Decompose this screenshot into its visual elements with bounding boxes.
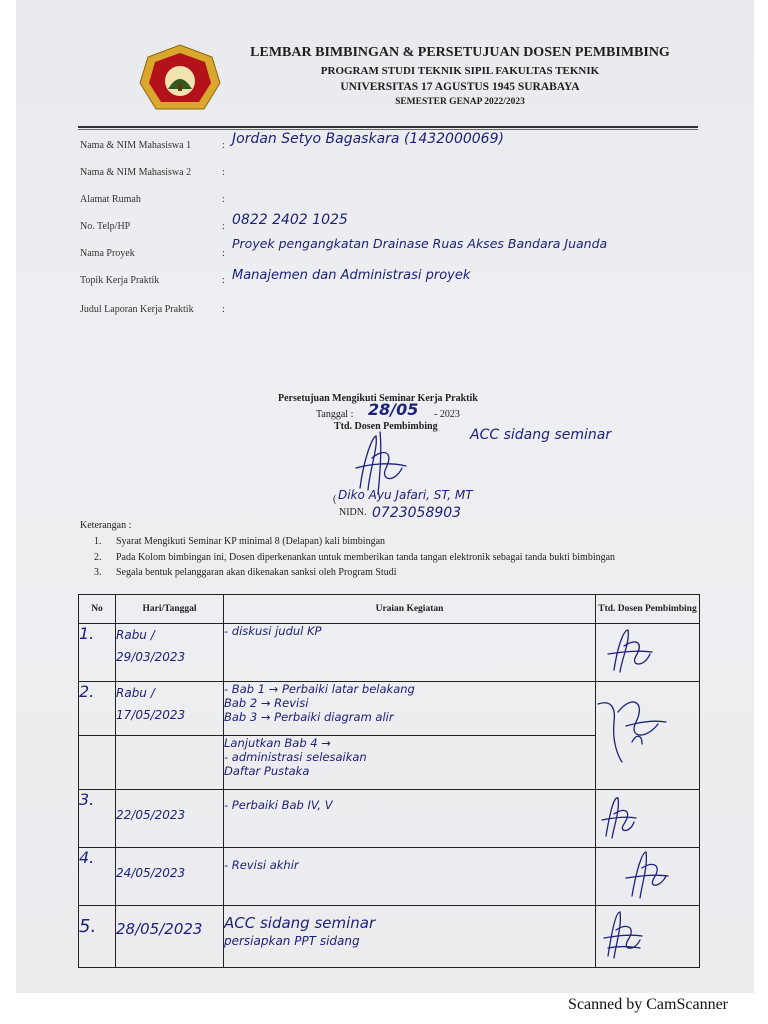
activity-line: - Perbaiki Bab IV, V bbox=[224, 798, 333, 812]
approval-date-label: Tanggal : bbox=[316, 409, 354, 420]
field-label-address: Alamat Rumah bbox=[80, 194, 141, 205]
field-label-report-title: Judul Laporan Kerja Praktik bbox=[80, 304, 194, 315]
field-label-student1: Nama & NIM Mahasiswa 1 bbox=[80, 140, 192, 151]
field-label-phone: No. Telp/HP bbox=[80, 221, 131, 232]
field-colon: : bbox=[222, 275, 225, 286]
row-date bbox=[116, 682, 224, 736]
signature-mark bbox=[596, 682, 696, 782]
note-number: 3. bbox=[94, 567, 102, 578]
table-row bbox=[79, 848, 700, 906]
approval-year: - 2023 bbox=[434, 409, 460, 420]
field-colon: : bbox=[222, 167, 225, 178]
row-date-value: 17/05/2023 bbox=[116, 708, 186, 722]
row-date bbox=[116, 624, 224, 682]
field-value-topic: Manajemen dan Administrasi proyek bbox=[232, 268, 471, 283]
row-date-value: 24/05/2023 bbox=[116, 848, 224, 906]
note-item: Pada Kolom bimbingan ini, Dosen diperkenankan untuk memberikan tanda tangan elektronik sebagai tanda bukti bimbingan bbox=[116, 552, 616, 563]
activity-line: - administrasi selesaikan bbox=[224, 750, 367, 764]
field-label-project: Nama Proyek bbox=[80, 248, 135, 259]
table-row bbox=[79, 682, 700, 736]
nidn-value: 0723058903 bbox=[372, 505, 462, 521]
row-date-value: 22/05/2023 bbox=[116, 790, 224, 848]
activity-line: persiapkan PPT sidang bbox=[224, 934, 360, 948]
field-colon: : bbox=[222, 140, 225, 151]
row-number bbox=[79, 736, 116, 790]
header-divider-thin bbox=[78, 129, 698, 130]
activity-line: Lanjutkan Bab 4 → bbox=[224, 736, 331, 750]
note-item: Syarat Mengikuti Seminar KP minimal 8 (Delapan) kali bimbingan bbox=[116, 536, 386, 547]
row-signature bbox=[596, 624, 700, 682]
field-colon: : bbox=[222, 221, 225, 232]
table-header-row bbox=[79, 595, 700, 624]
activity-line: Bab 2 → Revisi bbox=[224, 696, 309, 710]
lecturer-name-paren: ( bbox=[333, 494, 337, 505]
header-divider bbox=[78, 126, 698, 128]
acc-note: ACC sidang seminar bbox=[470, 427, 612, 443]
header-date: Hari/Tanggal bbox=[116, 595, 224, 624]
row-activity bbox=[224, 624, 596, 682]
header-activity: Uraian Kegiatan bbox=[224, 595, 596, 624]
field-colon: : bbox=[222, 304, 225, 315]
field-value-phone: 0822 2402 1025 bbox=[232, 212, 348, 228]
row-date-value: 29/03/2023 bbox=[116, 650, 186, 664]
note-item: Segala bentuk pelanggaran akan dikenakan sanksi oleh Program Studi bbox=[116, 567, 397, 578]
table-row bbox=[79, 906, 700, 968]
row-date-value: 28/05/2023 bbox=[116, 906, 224, 968]
signature-mark bbox=[596, 848, 696, 900]
row-number: 4. bbox=[79, 848, 116, 906]
signature-mark bbox=[596, 790, 696, 842]
lecturer-name: Diko Ayu Jafari, ST, MT bbox=[338, 488, 473, 502]
row-number: 2. bbox=[79, 682, 116, 736]
row-signature bbox=[596, 790, 700, 848]
field-colon: : bbox=[222, 194, 225, 205]
signature-label: Ttd. Dosen Pembimbing bbox=[334, 421, 438, 432]
table-row bbox=[79, 624, 700, 682]
program-name: PROGRAM STUDI TEKNIK SIPIL FAKULTAS TEKNIK bbox=[320, 65, 600, 77]
activity-line: - Revisi akhir bbox=[224, 858, 299, 872]
field-label-topic: Topik Kerja Praktik bbox=[80, 275, 160, 286]
approval-date-value: 28/05 bbox=[368, 400, 419, 419]
activity-line: Daftar Pustaka bbox=[224, 764, 310, 778]
field-colon: : bbox=[222, 248, 225, 259]
row-date bbox=[116, 736, 224, 790]
activity-line: - Bab 1 → Perbaiki latar belakang bbox=[224, 682, 415, 696]
header-signature: Ttd. Dosen Pembimbing bbox=[596, 595, 700, 624]
signature-mark bbox=[596, 624, 696, 676]
row-activity bbox=[224, 682, 596, 736]
row-activity bbox=[224, 848, 596, 906]
note-number: 2. bbox=[94, 552, 102, 563]
row-signature bbox=[596, 682, 700, 790]
scanned-watermark: Scanned by CamScanner bbox=[568, 996, 728, 1013]
activity-line: - diskusi judul KP bbox=[224, 624, 322, 638]
document-title: LEMBAR BIMBINGAN & PERSETUJUAN DOSEN PEMBIMBING bbox=[250, 45, 670, 60]
row-number: 1. bbox=[79, 624, 116, 682]
signature-mark bbox=[596, 906, 696, 962]
table-row bbox=[79, 790, 700, 848]
university-name: UNIVERSITAS 17 AGUSTUS 1945 SURABAYA bbox=[340, 81, 580, 93]
row-number: 5. bbox=[79, 906, 116, 968]
row-day: Rabu / bbox=[116, 628, 155, 642]
activity-line: ACC sidang seminar bbox=[224, 914, 376, 932]
row-day: Rabu / bbox=[116, 686, 155, 700]
guidance-table bbox=[78, 594, 700, 968]
semester-label: SEMESTER GENAP 2022/2023 bbox=[395, 97, 525, 107]
activity-line: Bab 3 → Perbaiki diagram alir bbox=[224, 710, 394, 724]
row-activity bbox=[224, 790, 596, 848]
notes-heading: Keterangan : bbox=[80, 520, 132, 531]
note-number: 1. bbox=[94, 536, 102, 547]
field-label-student2: Nama & NIM Mahasiswa 2 bbox=[80, 167, 192, 178]
nidn-label: NIDN. bbox=[339, 507, 367, 518]
field-value-student1: Jordan Setyo Bagaskara (1432000069) bbox=[232, 131, 504, 147]
field-value-project: Proyek pengangkatan Drainase Ruas Akses Bandara Juanda bbox=[232, 236, 608, 251]
row-activity bbox=[224, 736, 596, 790]
row-signature bbox=[596, 848, 700, 906]
row-activity bbox=[224, 906, 596, 968]
row-signature bbox=[596, 906, 700, 968]
row-number: 3. bbox=[79, 790, 116, 848]
university-logo bbox=[138, 43, 222, 115]
approval-title: Persetujuan Mengikuti Seminar Kerja Praktik bbox=[278, 393, 478, 404]
header-no: No bbox=[79, 595, 116, 624]
